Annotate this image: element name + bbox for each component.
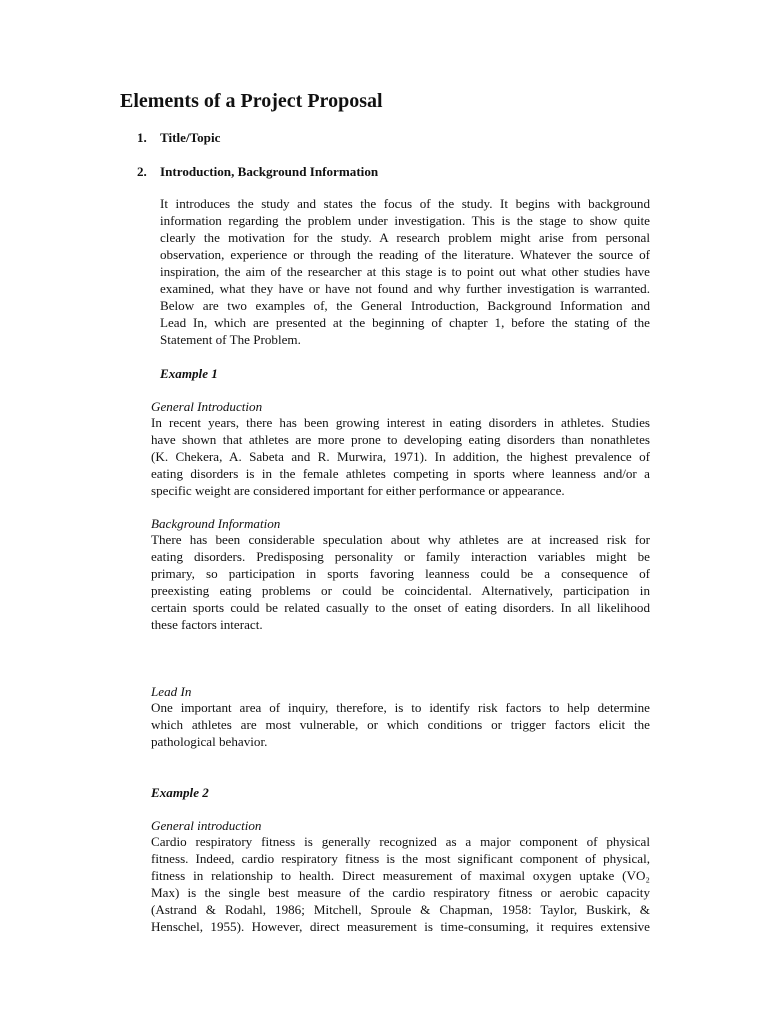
- paragraph-line: have shown that athletes are more prone to developing eating disorders than nonathletes: [151, 432, 650, 447]
- paragraph-line: Henschel, 1955). However, direct measurement is time-consuming, it requires extensive: [151, 919, 650, 934]
- section-heading-title-topic: [137, 129, 220, 146]
- example-1-general-intro-label: General Introduction: [151, 399, 263, 414]
- paragraph-line: primary, so participation in sports favoring leanness could be a consequence of: [151, 566, 650, 581]
- paragraph-line: (Astrand & Rodahl, 1986; Mitchell, Sproule & Chapman, 1958: Taylor, Buskirk, &: [151, 902, 650, 917]
- section-heading-introduction: [137, 163, 378, 180]
- paragraph-line: fitness in relationship to health. Direct measurement of maximal oxygen uptake (VO₂: [151, 868, 650, 883]
- paragraph-line: information regarding the problem under investigation. This is the stage to show quite: [160, 213, 650, 228]
- paragraph-line: In recent years, there has been growing interest in eating disorders in athletes. Studies: [151, 415, 650, 430]
- introduction-paragraph: [160, 195, 650, 348]
- paragraph-line: preexisting eating problems or could be coincidental. Alternatively, participation in: [151, 583, 650, 598]
- paragraph-line: Cardio respiratory fitness is generally recognized as a major component of physical: [151, 834, 650, 849]
- section-label: Introduction, Background Information: [160, 164, 379, 179]
- example-1-lead-in-paragraph: [151, 699, 650, 750]
- paragraph-line: eating disorders. Predisposing personality or family interaction variables might be: [151, 549, 650, 564]
- paragraph-line: certain sports could be related casually to the onset of eating disorders. In all likelihood: [151, 600, 650, 615]
- paragraph-line: these factors interact.: [151, 617, 263, 632]
- paragraph-line: observation, experience or through the reading of the literature. Whatever the source of: [160, 247, 650, 262]
- section-label: Title/Topic: [160, 130, 221, 145]
- example-1-lead-in-label: Lead In: [151, 684, 192, 699]
- paragraph-line: which athletes are most vulnerable, or which conditions or trigger factors elicit the: [151, 717, 650, 732]
- example-1-background-label: Background Information: [151, 516, 281, 531]
- section-number: 1.: [137, 130, 147, 145]
- paragraph-line: fitness. Indeed, cardio respiratory fitness is the most significant component of physical,: [151, 851, 650, 866]
- paragraph-line: pathological behavior.: [151, 734, 268, 749]
- example-1-background-paragraph: [151, 531, 650, 633]
- paragraph-line: clearly the motivation for the study. A research problem might arise from personal: [160, 230, 650, 245]
- example-2-general-intro-paragraph: [151, 833, 650, 935]
- section-number: 2.: [137, 164, 147, 179]
- paragraph-line: Lead In, which are presented at the beginning of chapter 1, before the stating of the: [160, 315, 650, 330]
- example-1-general-intro-paragraph: [151, 414, 650, 499]
- paragraph-line: It introduces the study and states the focus of the study. It begins with background: [160, 196, 650, 211]
- paragraph-line: Below are two examples of, the General Introduction, Background Information and: [160, 298, 650, 313]
- paragraph-line: inspiration, the aim of the researcher at this stage is to point out what other studies have: [160, 264, 650, 279]
- document-title: Elements of a Project Proposal: [120, 90, 383, 112]
- paragraph-line: specific weight are considered important for either performance or appearance.: [151, 483, 565, 498]
- paragraph-line: There has been considerable speculation about why athletes are at increased risk for: [151, 532, 650, 547]
- paragraph-line: Statement of The Problem.: [160, 332, 301, 347]
- example-2-heading: Example 2: [151, 785, 209, 800]
- example-2-general-intro-label: General introduction: [151, 818, 262, 833]
- example-1-heading: Example 1: [160, 366, 218, 381]
- paragraph-line: (K. Chekera, A. Sabeta and R. Murwira, 1971). In addition, the highest prevalence of: [151, 449, 650, 464]
- paragraph-line: Max) is the single best measure of the cardio respiratory fitness or aerobic capacity: [151, 885, 650, 900]
- paragraph-line: One important area of inquiry, therefore, is to identify risk factors to help determine: [151, 700, 650, 715]
- paragraph-line: eating disorders is in the female athletes competing in sports where leanness and/or a: [151, 466, 650, 481]
- paragraph-line: examined, what they have or have not found and why further investigation is warranted.: [160, 281, 650, 296]
